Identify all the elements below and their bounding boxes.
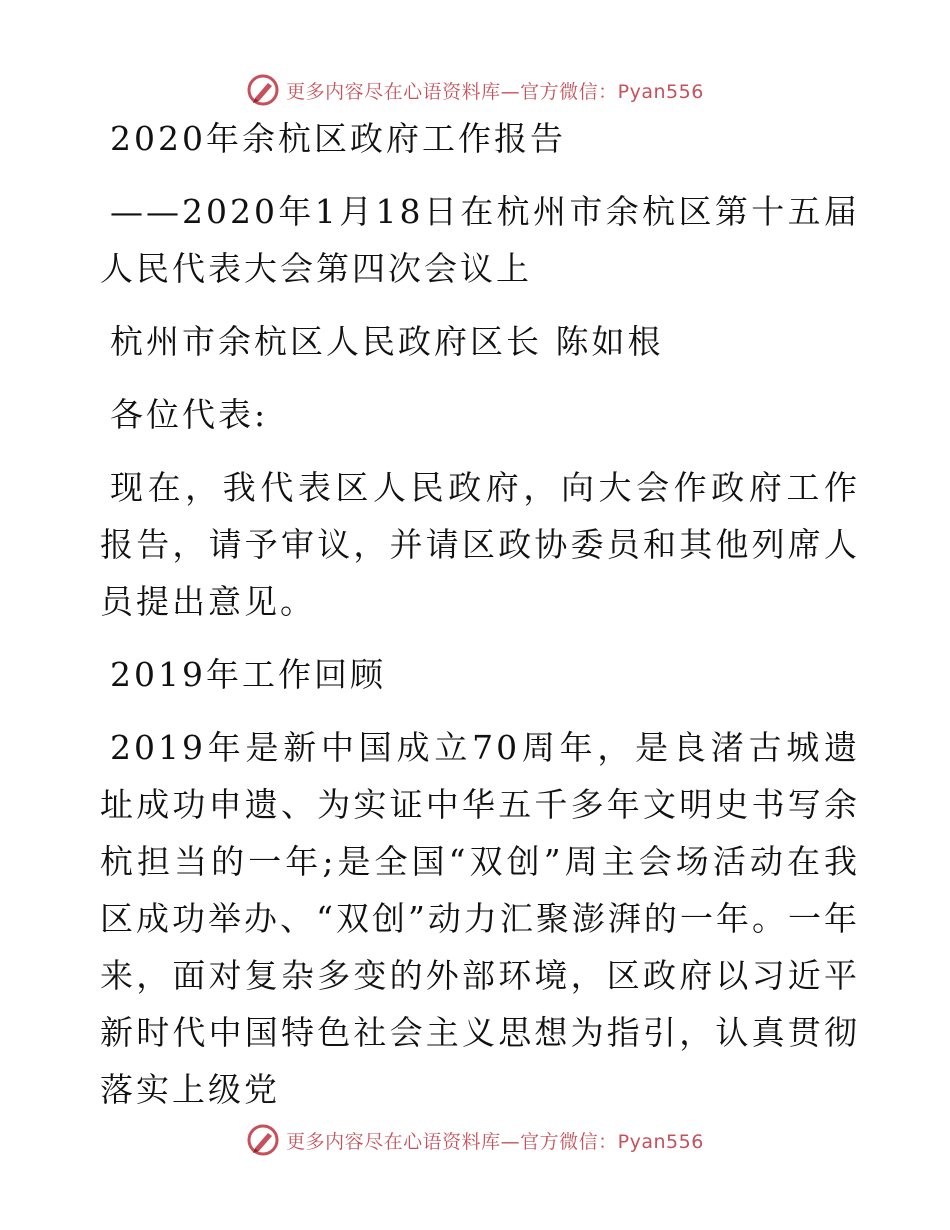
document-salutation: 各位代表: [110,395,269,434]
document-author: 杭州市余杭区人民政府区长 陈如根 [110,322,664,361]
watermark-text: 更多内容尽在心语资料库—官方微信：Pyan556 [286,1130,704,1153]
document-title: 2020年余杭区政府工作报告 [110,119,566,158]
document-intro-paragraph: 现在，我代表区人民政府，向大会作政府工作报告，请予审议，并请区政协委员和其他列席人员提出意见。 [100,468,860,621]
pen-logo-icon [246,73,280,107]
header-watermark [0,70,950,110]
section-heading: 2019年工作回顾 [110,655,386,694]
pen-logo-icon [246,1123,280,1157]
document-subtitle: ——2020年1月18日在杭州市余杭区第十五届人民代表大会第四次会议上 [100,192,860,288]
footer-watermark [0,1120,950,1160]
body-paragraph: 2019年是新中国成立70周年，是良渚古城遗址成功申遗、为实证中华五千多年文明史书写余杭担当的一年;是全国“双创”周主会场活动在我区成功举办、“双创”动力汇聚澎湃的一年。一年来，面对复杂多变的外部环境，区政府以习近平新时代中国特色社会主义思想为指引，认真贯彻落实上级党 [100,728,860,1109]
document-body [100,110,860,1134]
watermark-text: 更多内容尽在心语资料库—官方微信：Pyan556 [286,80,704,103]
